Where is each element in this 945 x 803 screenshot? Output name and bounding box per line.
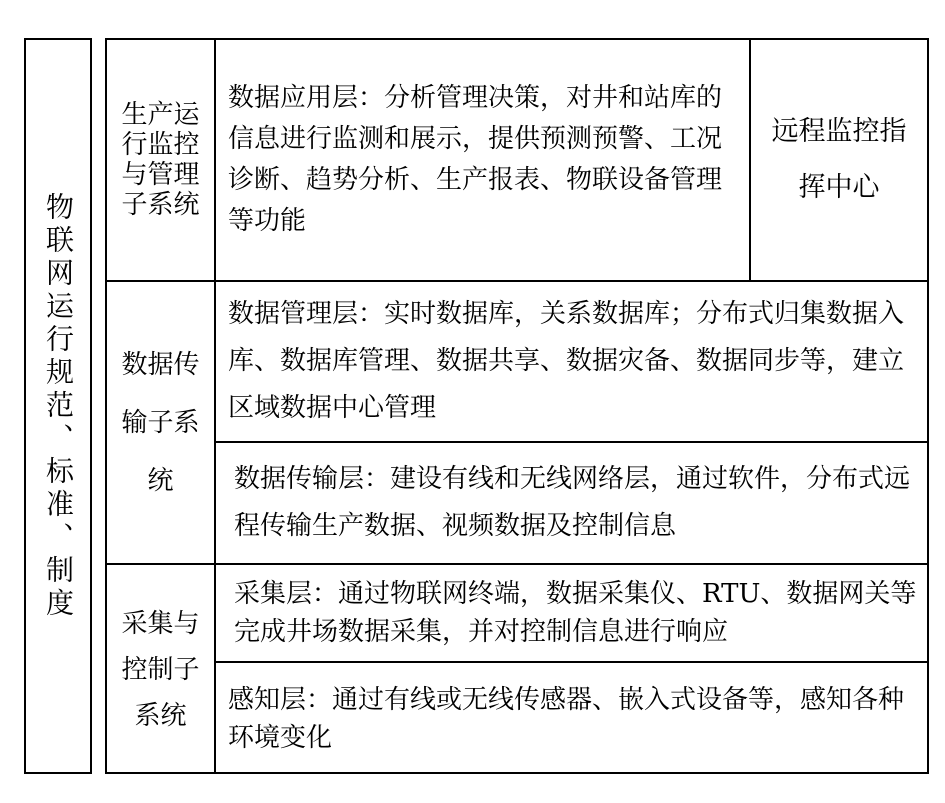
data-management-layer-text: 数据管理层：实时数据库，关系数据库；分布式归集数据入库、数据库管理、数据共享、数据灾备、数据同步等，建立区域数据中心管理 [228, 299, 905, 423]
left-standards-title: 物联网运行规范、标准、制度 [42, 191, 75, 621]
remote-command-center-text: 远程监控指挥中心 [771, 116, 907, 203]
collection-control-subsystem-label: 采集与控制子系统 [121, 608, 200, 731]
remote-command-center-label [751, 40, 927, 280]
data-transmission-layer-text: 数据传输层：建设有线和无线网络层，通过软件，分布式远程传输生产数据、视频数据及控制信息 [234, 464, 911, 541]
collection-layer-text: 采集层：通过物联网终端，数据采集仪、RTU、数据网关等完成井场数据采集，并对控制信息进行响应 [234, 579, 917, 647]
data-transmission-subsystem-label: 数据传输子系统 [121, 349, 200, 496]
left-standards-box [24, 38, 92, 774]
perception-layer-text: 感知层：通过有线或无线传感器、嵌入式设备等，感知各种环境变化 [228, 684, 905, 753]
data-application-layer-text: 数据应用层：分析管理决策，对井和站库的信息进行监测和展示，提供预测预警、工况诊断、趋势分析、生产报表、物联设备管理等功能 [228, 83, 723, 236]
production-monitoring-label: 生产运行监控与管理子系统 [121, 100, 200, 220]
left-standards-title-wrap [26, 40, 90, 772]
